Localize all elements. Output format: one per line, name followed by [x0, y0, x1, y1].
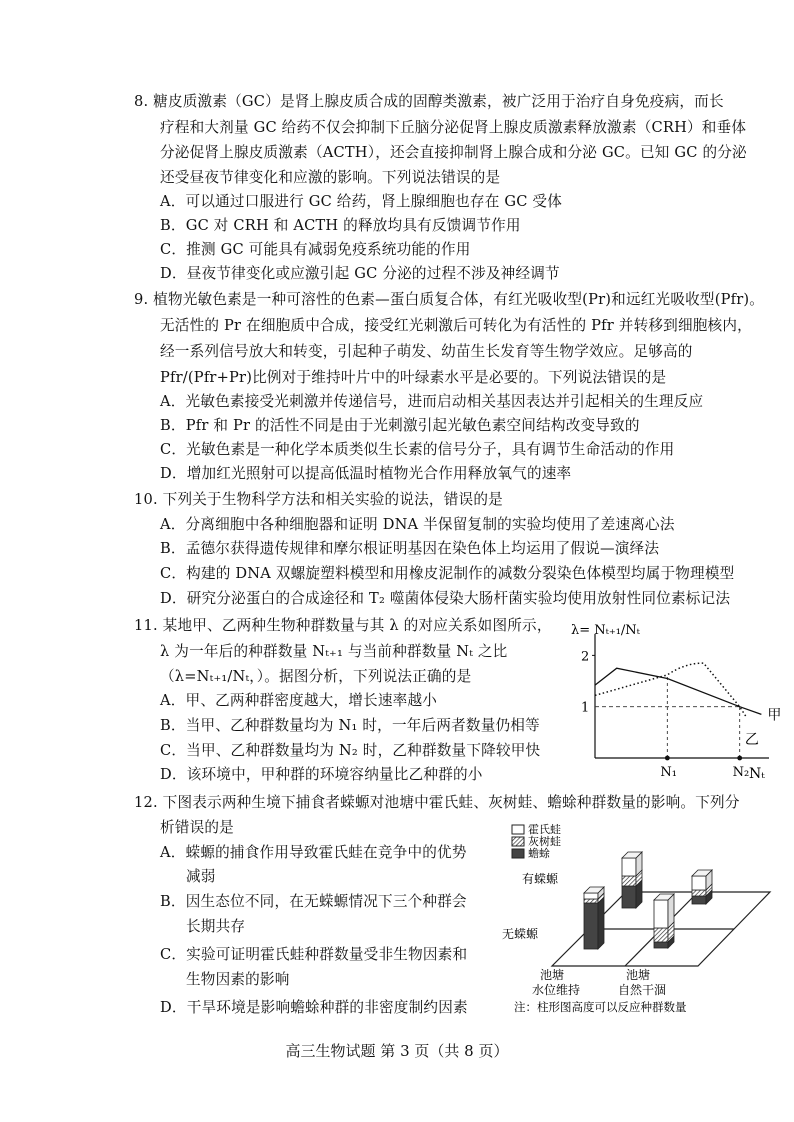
legend-label-3: 蟾蜍 [528, 847, 550, 860]
chart-x-tick-dot [665, 756, 670, 761]
q9-stem-line-3: 经一系列信号放大和转变，引起种子萌发、幼苗生长发育等生物学效应。足够高的 [160, 343, 693, 360]
col-label-2-line-2: 自然干涸 [618, 983, 667, 997]
q12-option-a-line-2: 减弱 [186, 868, 216, 885]
bar-segment [584, 899, 598, 903]
row-label-with-salamander: 有蝾螈 [522, 872, 559, 886]
q8-option-a: A．可以通过口服进行 GC 给药，肾上腺细胞也存在 GC 受体 [160, 193, 563, 210]
chart-y-axis-label: λ= Nₜ₊₁/Nₜ [571, 623, 640, 638]
legend-swatch-hatched [512, 837, 524, 846]
q8-option-b: B．GC 对 CRH 和 ACTH 的释放均具有反馈调节作用 [160, 217, 521, 234]
q11-option-b: B．当甲、乙种群数量均为 N₁ 时，一年后两者数量仍相等 [160, 717, 540, 734]
chart-series-jia [595, 668, 761, 714]
figure-legend [512, 822, 561, 860]
bar-segment [622, 876, 636, 886]
q12-option-c-line-1: C．实验可证明霍氏蛙种群数量受非生物因素和 [160, 946, 468, 963]
q11-option-d: D．该环境中，甲种群的环境容纳量比乙种群的小 [160, 766, 483, 783]
q10-option-b: B．孟德尔获得遗传规律和摩尔根证明基因在染色体上均运用了假说—演绎法 [160, 540, 660, 557]
q8-stem-line-4: 还受昼夜节律变化和应激的影响。下列说法错误的是 [160, 169, 501, 186]
q12-option-c-line-2: 生物因素的影响 [186, 971, 290, 988]
bar-segment [584, 893, 598, 899]
bar-segment [692, 890, 706, 896]
legend-label-2: 灰树蛙 [528, 835, 561, 848]
q11-option-a: A．甲、乙两种群密度越大，增长速率越小 [160, 692, 438, 709]
q12-stem-line-1: 12. 下图表示两种生境下捕食者蝾螈对池塘中霍氏蛙、灰树蛙、蟾蜍种群数量的影响。下列分 [134, 794, 740, 811]
q9-stem-line-2: 无活性的 Pr 在细胞质中合成，接受红光刺激后可转化为有活性的 Pfr 并转移到细胞核内， [160, 317, 752, 334]
col-label-2-line-1: 池塘 [626, 968, 651, 982]
bar-segment [622, 886, 636, 908]
q9-option-c: C．光敏色素是一种化学本质类似生长素的信号分子，具有调节生命活动的作用 [160, 441, 675, 458]
chart-y-tick-label: 1 [581, 700, 590, 716]
col-label-1-line-2: 水位维持 [532, 983, 581, 997]
chart-series-label: 甲 [767, 707, 782, 724]
bar-segment [692, 876, 706, 890]
q8-option-c: C．推测 GC 可能具有减弱免疫系统功能的作用 [160, 241, 471, 258]
bar-segment-side [598, 897, 604, 949]
q12-stem-line-2: 析错误的是 [160, 819, 234, 836]
q12-option-b-line-1: B．因生态位不同，在无蝾螈情况下三个种群会 [160, 893, 467, 910]
bar-segment [692, 896, 706, 904]
legend-swatch-dark [512, 849, 524, 858]
page-footer: 高三生物试题 第 3 页（共 8 页） [285, 1042, 509, 1060]
q9-stem-line-4: Pfr/(Pfr+Pr)比例对于维持叶片中的叶绿素水平是必要的。下列说法错误的是 [160, 369, 667, 386]
chart-x-tick-dot [737, 756, 742, 761]
q11-stem-line-3: （λ=Nₜ₊₁/Nₜ，）。据图分析，下列说法正确的是 [160, 668, 472, 685]
chart-x-tick-label: N₂ [732, 765, 750, 780]
q9-option-a: A．光敏色素接受光刺激并传递信号，进而启动相关基因表达并引起相关的生理反应 [160, 393, 704, 410]
q8-stem-line-1: 8. 糖皮质激素（GC）是肾上腺皮质合成的固醇类激素，被广泛用于治疗自身免疫病，而长 [134, 93, 724, 110]
lambda-population-chart [565, 618, 782, 786]
bar-segment [584, 903, 598, 949]
legend-swatch-white [512, 825, 524, 834]
q8-option-d: D．昼夜节律变化或应激引起 GC 分泌的过程不涉及神经调节 [160, 265, 560, 282]
predator-bar-figure [488, 818, 774, 1020]
q9-option-b: B．Pfr 和 Pr 的活性不同是由于光刺激引起光敏色素空间结构改变导致的 [160, 417, 640, 434]
bar-segment [654, 900, 668, 928]
bar-segment [622, 858, 636, 876]
figure-note: 注：柱形图高度可以反应种群数量 [514, 1000, 687, 1014]
legend-label-1: 霍氏蛙 [528, 823, 561, 836]
chart-series-yi [595, 663, 747, 718]
q12-option-d: D．干旱环境是影响蟾蜍种群的非密度制约因素 [160, 999, 468, 1016]
q10-stem: 10. 下列关于生物科学方法和相关实验的说法，错误的是 [134, 491, 503, 508]
chart-y-tick-label: 2 [581, 649, 590, 665]
chart-x-axis-label: Nₜ [749, 766, 765, 782]
q8-stem-line-2: 疗程和大剂量 GC 给药不仅会抑制下丘脑分泌促肾上腺皮质激素释放激素（CRH）和垂体 [160, 119, 747, 136]
bar-segment [654, 942, 668, 948]
row-label-without-salamander: 无蝾螈 [502, 927, 539, 941]
q12-option-b-line-2: 长期共存 [186, 918, 246, 935]
q10-option-a: A．分离细胞中各种细胞器和证明 DNA 半保留复制的实验均使用了差速离心法 [160, 516, 675, 533]
q10-option-c: C．构建的 DNA 双螺旋塑料模型和用橡皮泥制作的减数分裂染色体模型均属于物理模型 [160, 565, 735, 582]
q11-stem-line-2: λ 为一年后的种群数量 Nₜ₊₁ 与当前种群数量 Nₜ 之比 [160, 643, 508, 660]
col-label-1-line-1: 池塘 [540, 968, 565, 982]
q9-option-d: D．增加红光照射可以提高低温时植物光合作用释放氧气的速率 [160, 465, 572, 482]
q9-stem-line-1: 9. 植物光敏色素是一种可溶性的色素—蛋白质复合体，有红光吸收型(Pr)和远红光吸收型(Pfr)。 [134, 291, 765, 308]
q11-option-c: C．当甲、乙种群数量均为 N₂ 时，乙种群数量下降较甲快 [160, 742, 541, 759]
q12-option-a-line-1: A．蝾螈的捕食作用导致霍氏蛙在竞争中的优势 [160, 844, 467, 861]
q8-stem-line-3: 分泌促肾上腺皮质激素（ACTH），还会直接抑制肾上腺合成和分泌 GC。已知 GC 的分泌 [160, 144, 747, 161]
chart-series-label: 乙 [744, 731, 759, 748]
q11-stem-line-1: 11. 某地甲、乙两种生物种群数量与其 λ 的对应关系如图所示， [134, 617, 552, 634]
q10-option-d: D．研究分泌蛋白的合成途径和 T₂ 噬菌体侵染大肠杆菌实验均使用放射性同位素标记法 [160, 590, 731, 607]
bar-segment [654, 928, 668, 942]
chart-x-tick-label: N₁ [660, 765, 677, 780]
